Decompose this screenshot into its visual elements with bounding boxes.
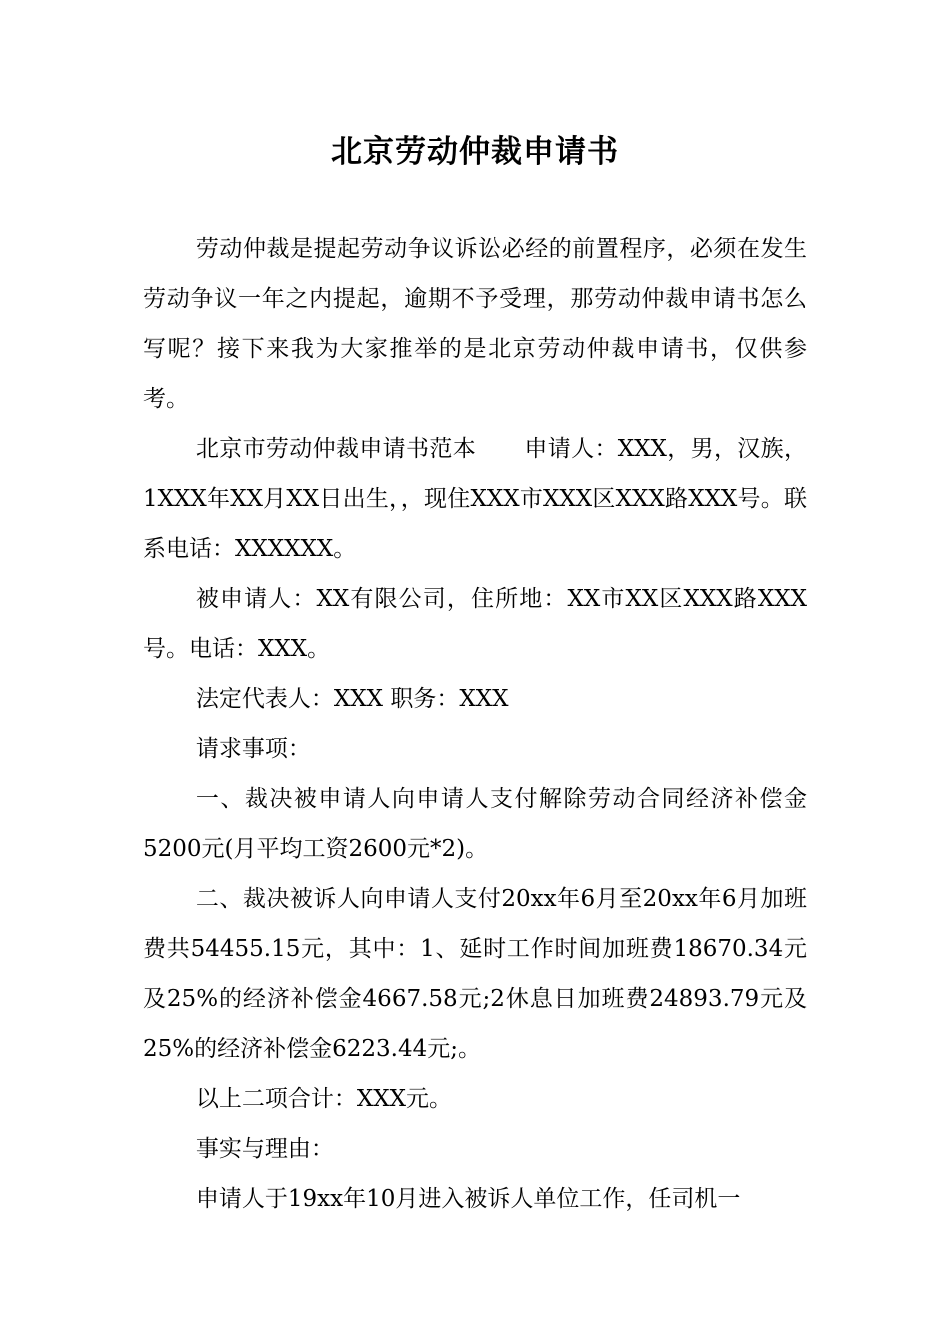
claim-item-1: 一、裁决被申请人向申请人支付解除劳动合同经济补偿金5200元(月平均工资2600元*2)。 [143, 786, 807, 862]
legal-representative-paragraph: 法定代表人：XXX 职务：XXX [195, 686, 509, 712]
respondent-paragraph: 被申请人：XX有限公司，住所地：XX市XX区XXX路XXX号。电话：XXX。 [143, 586, 807, 662]
applicant-info: 申请人：XXX，男，汉族，1XXX年XX月XX日出生，，现住XXX市XXX区XXX路XXX号。联系电话：XXXXXX。 [143, 436, 808, 562]
claims-heading: 请求事项： [195, 736, 311, 762]
document-body [143, 224, 807, 1224]
intro-paragraph: 劳动仲裁是提起劳动争议诉讼必经的前置程序，必须在发生劳动争议一年之内提起，逾期不予受理，那劳动仲裁申请书怎么写呢？接下来我为大家推举的是北京劳动仲裁申请书，仅供参考。 [143, 236, 807, 412]
claim-item-2: 二、裁决被诉人向申请人支付20xx年6月至20xx年6月加班费共54455.15元，其中：1、延时工作时间加班费18670.34元及25%的经济补偿金4667.58元;2休息日加班费24893.79元及25%的经济补偿金6223.44元;。 [143, 886, 807, 1062]
facts-heading: 事实与理由： [195, 1136, 334, 1162]
template-heading: 北京市劳动仲裁申请书范本 [195, 436, 477, 462]
template-heading-and-applicant-paragraph [143, 424, 807, 574]
facts-paragraph: 申请人于19xx年10月进入被诉人单位工作，任司机一 [195, 1186, 741, 1212]
document-title: 北京劳动仲裁申请书 [331, 134, 619, 170]
claims-total: 以上二项合计：XXX元。 [195, 1086, 453, 1112]
